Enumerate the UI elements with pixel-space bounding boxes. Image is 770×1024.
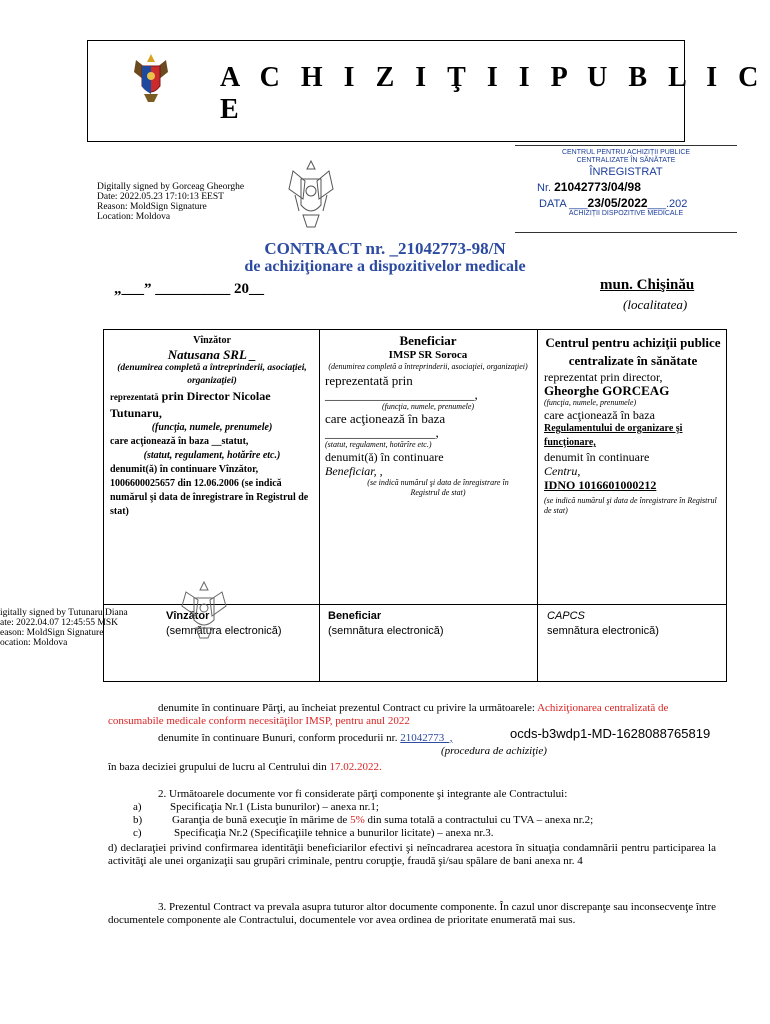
list-item-d: d) declaraţiei privind confirmarea identităţii beneficiarilor efectivi şi neîncadrarea acestora în situaţia condamnării pentru participarea la activităţi ale unei organizaţii sau grupări criminale, pentru corupţie, fraudă şi/sau spălare de bani anexa nr. 4 (108, 842, 716, 867)
center-reg-link: Regulamentului de organizare şi funcţionare, (544, 423, 683, 448)
coat-of-arms-icon (130, 50, 172, 106)
table-divider (537, 330, 538, 682)
contract-city-note: (localitatea) (623, 297, 688, 312)
seller-acting-note: (statut, regulament, hotărîre etc.) (143, 450, 281, 461)
seller-cont: denumit(ă) în continuare Vînzător, 1006600025657 din 12.06.2006 (se indică numărul şi data de înregistrare în Registrul de stat) (110, 464, 309, 517)
signature-line: Digitally signed by Gorceag Gheorghe (97, 182, 245, 192)
center-acting: care acţionează în baza (544, 408, 655, 422)
seller-rep-prefix: reprezentată (110, 392, 159, 402)
paragraph-3: 3. Prezentul Contract va prevala asupra tuturor altor documente componente. În cazul unor discrepanţe sau inconsecvenţe între documentele componente ale Contractului, documentele vor avea ordinea de prioritate enumerată mai sus. (108, 901, 716, 926)
buyer-acting: care acţionează în baza (325, 411, 446, 426)
proc-note: (procedura de achiziţie) (441, 745, 547, 757)
signature-line: Reason: MoldSign Signature (97, 202, 207, 212)
contract-city: mun. Chişinău (600, 277, 695, 293)
sign-seller-sub: (semnătura electronică) (166, 625, 282, 637)
stamp-data-label: DATA (539, 198, 567, 210)
coat-of-arms-icon (178, 578, 230, 642)
center-name: Gheorghe GORCEAG (544, 383, 670, 398)
list-item-c: Specificaţia Nr.2 (Specificaţiile tehnice a bunurilor licitate) – anexa nr.3. (174, 827, 494, 839)
buyer-name-note: (denumirea completă a întreprinderii, asociaţiei, organizaţiei) (328, 362, 528, 371)
p1c-line (108, 761, 382, 774)
stamp-footer: ACHIZIȚII DISPOZITIVE MEDICALE (568, 210, 684, 217)
buyer-heading: Beneficiar (399, 333, 457, 348)
buyer-rep-line: _______________________, (325, 387, 478, 402)
paragraph-1 (108, 702, 716, 728)
center-rep: reprezentat prin director, (544, 370, 663, 384)
seller-acting: care acţionează în baza __statut, (110, 436, 249, 447)
buyer-rep: reprezentată prin (325, 373, 413, 388)
seller-name-note: (denumirea completă a întreprinderii, asociaţiei, organizaţiei) (117, 363, 307, 386)
signature-line: Location: Moldova (97, 212, 171, 222)
signature-line: ate: 2022.04.07 12:45:55 MSK (0, 618, 118, 628)
list-item-b-pct: 5% (350, 814, 365, 826)
contract-subtitle: de achiziţionare a dispozitivelor medicale (244, 258, 526, 275)
ocds-id: ocds-b3wdp1-MD-1628088765819 (510, 726, 711, 741)
page-title: A C H I Z I Ţ I I P U B L I C E (220, 62, 766, 125)
sign-center-sub: semnătura electronică) (547, 625, 659, 637)
seller-rep: prin Director Nicolae Tutunaru, (110, 389, 271, 420)
center-cont: denumit în continuare (544, 450, 650, 464)
stamp-nr-label: Nr. (537, 182, 552, 194)
contract-date-blank: „___” __________ 20__ (114, 281, 264, 297)
list-marker: c) (133, 827, 142, 839)
center-heading: Centrul pentru achiziţii publice centralizate în sănătate (545, 335, 721, 368)
buyer-name: IMSP SR Soroca (388, 349, 468, 361)
sign-seller-title: Vînzător (166, 610, 210, 622)
seller-name: Natusana SRL _ (167, 347, 257, 362)
signature-line: eason: MoldSign Signature (0, 628, 104, 638)
stamp-nr-row (537, 180, 737, 194)
sign-buyer-sub: (semnătura electronică) (328, 625, 444, 637)
coat-of-arms-icon (285, 155, 337, 233)
p1-date: 17.02.2022. (329, 761, 382, 773)
seller-rep-note: (funcţia, numele, prenumele) (151, 422, 273, 433)
p1b-line (158, 732, 453, 745)
stamp-data-value: 23/05/2022 (587, 196, 648, 210)
signature-line: Date: 2022.05.23 17:10:13 EEST (97, 192, 224, 202)
buyer-acting-note: (statut, regulament, hotărîre etc.) (325, 440, 432, 449)
p1-procedure: 21042773_, (400, 732, 453, 744)
stamp-line: CENTRUL PENTRU ACHIZIȚII PUBLICE (561, 149, 691, 156)
paragraph-2: 2. Următoarele documente vor fi considerate părţi componente şi integrante ale Contractului: (158, 788, 568, 800)
buyer-cont2: Beneficiar, , (325, 464, 383, 478)
stamp-nr-value: 21042773/04/98 (554, 180, 641, 194)
list-marker: a) (133, 801, 142, 813)
stamp-heading: ÎNREGISTRAT (589, 166, 663, 178)
buyer-rep-note: (funcţia, numele, prenumele) (381, 402, 475, 411)
list-item-a: Specificaţia Nr.1 (Lista bunurilor) – anexa nr.1; (170, 801, 379, 813)
list-marker: b) (133, 814, 143, 826)
stamp-line: CENTRALIZATE ÎN SĂNĂTATE (576, 157, 676, 164)
center-reg-note: (se indică numărul şi data de înregistrare în Registrul de stat) (544, 496, 717, 515)
contract-title: CONTRACT nr. _21042773-98/N (264, 239, 506, 258)
buyer-acting-line: _________________, (325, 425, 439, 440)
seller-heading: Vînzător (193, 335, 231, 346)
digital-signature-gorceag (97, 182, 244, 222)
sign-buyer-title: Beneficiar (328, 610, 382, 622)
signature-line: ocation: Moldova (0, 638, 68, 648)
buyer-reg-note: (se indică numărul şi data de înregistrare în Registrul de stat) (367, 478, 509, 497)
buyer-cont: denumit(ă) în continuare (325, 450, 444, 464)
center-cont2: Centru, (544, 464, 581, 478)
digital-signature-tutunaru (0, 608, 128, 648)
sign-center-title: CAPCS (547, 610, 585, 622)
p1-text: denumite în continuare Părţi, au încheiat prezentul Contract cu privire la următoarele: (158, 702, 535, 714)
list-item-b (172, 814, 593, 827)
center-rep-note: (funcţia, numele, prenumele) (544, 398, 637, 407)
registration-stamp (515, 145, 737, 233)
stamp-data-suffix: .202 (665, 198, 688, 210)
table-divider (319, 330, 320, 682)
p1c-text: în baza deciziei grupului de lucru al Centrului din (108, 761, 327, 773)
signature-line: igitally signed by Tutunaru Diana (0, 608, 128, 618)
list-item-b-text: Garanţia de bună execuţie în mărime de (172, 814, 348, 826)
p1-subject: Achiziţionarea centralizată de consumabile medicale conform necesităţilor IMSP, pentru anul 2022 (108, 702, 669, 727)
p1b-text: denumite în continuare Bunuri, conform procedurii nr. (158, 732, 398, 744)
center-idno: IDNO 1016601000212 (544, 478, 657, 492)
list-item-b-text: din suma totală a contractului cu TVA – anexa nr.2; (367, 814, 594, 826)
stamp-date-row: DATA ___23/05/2022___.202 (539, 196, 688, 210)
